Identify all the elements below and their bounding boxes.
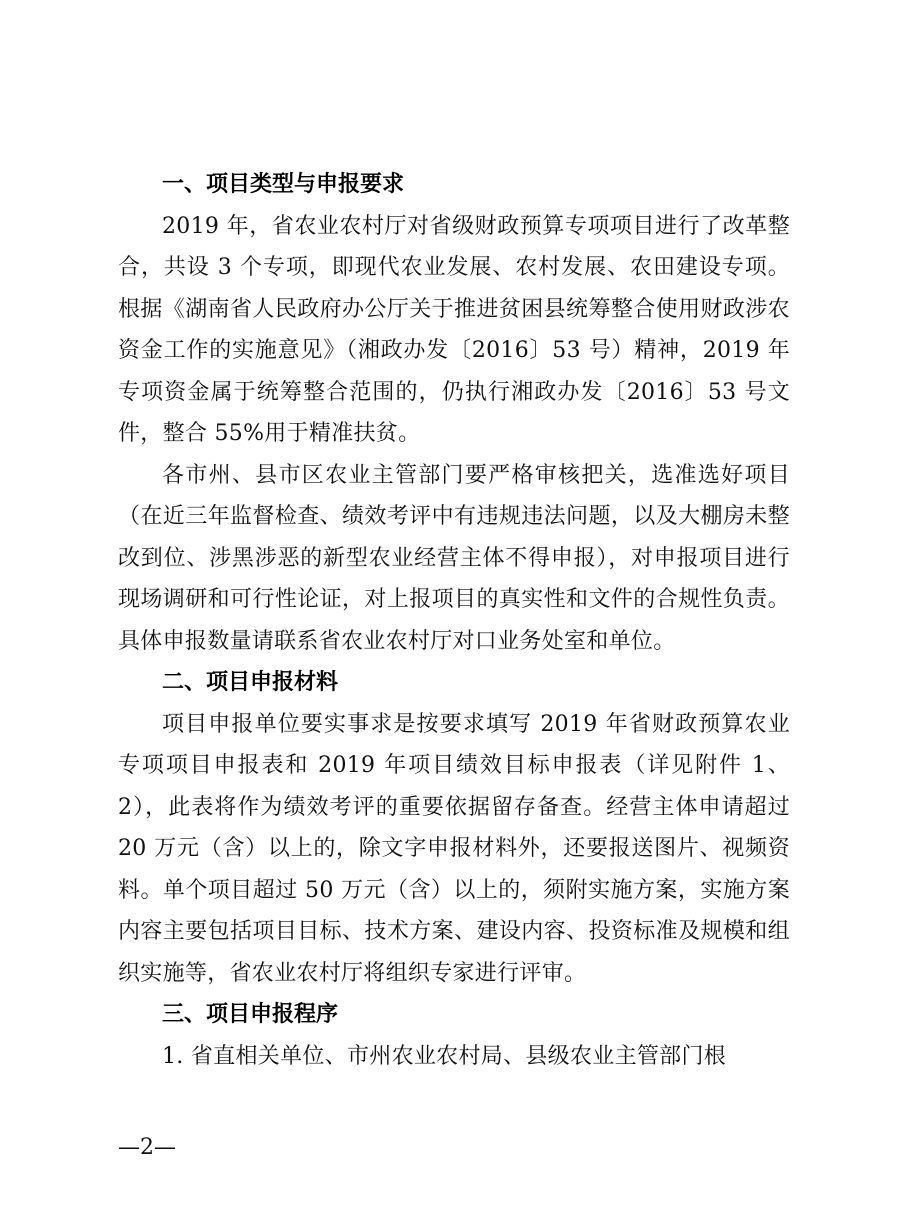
document-body: [118, 164, 790, 1077]
section-application-materials: [118, 662, 790, 994]
section-heading: 二、项目申报材料: [162, 670, 339, 695]
page-number: —2—: [118, 1135, 176, 1160]
section-heading: 一、项目类型与申报要求: [162, 172, 405, 197]
body-paragraph: 2019 年，省农业农村厅对省级财政预算专项项目进行了改革整合，共设 3 个专项，即现代农业发展、农村发展、农田建设专项。根据《湖南省人民政府办公厅关于推进贫困县统筹整合使用财政涉农资金工作的实施意见》（湘政办发〔2016〕53 号）精神，2019 年专项资金属于统筹整合范围的，仍执行湘政办发〔2016〕53 号文件，整合 55%用于精准扶贫。: [118, 213, 790, 446]
body-paragraph: 各市州、县市区农业主管部门要严格审核把关，选准选好项目（在近三年监督检查、绩效考评中有违规违法问题，以及大棚房未整改到位、涉黑涉恶的新型农业经营主体不得申报），对申报项目进行现场调研和可行性论证，对上报项目的真实性和文件的合规性负责。具体申报数量请联系省农业农村厅对口业务处室和单位。: [118, 462, 790, 654]
body-paragraph: 项目申报单位要实事求是按要求填写 2019 年省财政预算农业专项项目申报表和 2019 年项目绩效目标申报表（详见附件 1、2），此表将作为绩效考评的重要依据留存备查。经营主体申请超过 20 万元（含）以上的，除文字申报材料外，还要报送图片、视频资料。单个项目超过 50 万元（含）以上的，须附实施方案，实施方案内容主要包括项目目标、技术方案、建设内容、投资标准及规模和组织实施等，省农业农村厅将组织专家进行评审。: [118, 711, 790, 986]
section-application-procedure: [118, 994, 790, 1077]
section-heading: 三、项目申报程序: [162, 1002, 339, 1027]
section-project-types: [118, 164, 790, 662]
body-paragraph: 1. 省直相关单位、市州农业农村局、县级农业主管部门根: [162, 1043, 727, 1069]
